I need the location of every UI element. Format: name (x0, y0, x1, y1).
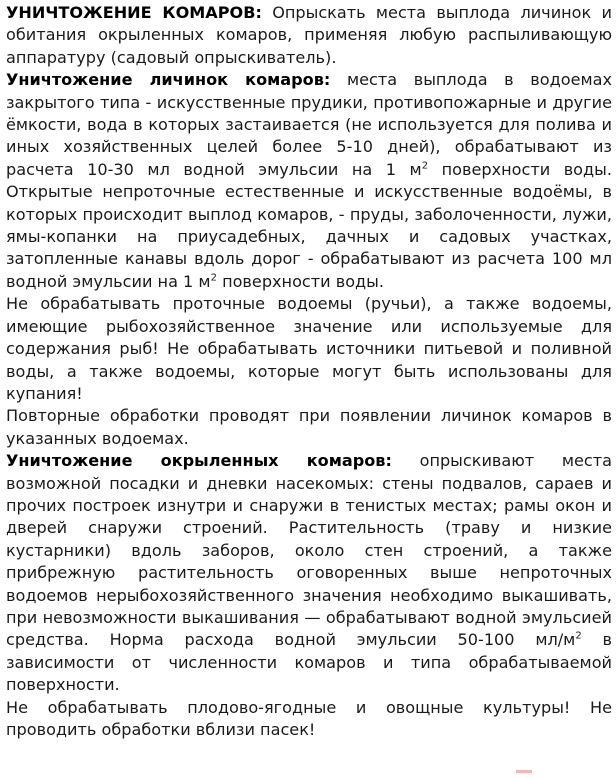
paragraph-text: Опрыскать места выплода личинок и обитания окрыленных комаров, применяя любую распыливающую аппаратуру (садовый опрыскиватель). (6, 3, 612, 67)
paragraph-text: в зависимости от численности комаров и типа обрабатываемой поверхности. (6, 630, 612, 695)
paragraph-text: места выплода в водоемах закрытого типа - искусственные прудики, противопожарные и другие ёмкости, вода в которых застаивается (не используется для полива и иных хозяйственных целей более 5-10 дней), обрабатывают из расчета 10-30 мл водной эмульсии на 1 м (6, 70, 612, 179)
page-corner-mark (516, 770, 532, 773)
paragraph-text: Повторные обработки проводят при появлении личинок комаров в указанных водоемах. (6, 406, 612, 448)
heading-larvae-control: Уничтожение личинок комаров: (6, 70, 331, 90)
paragraph-text: Не обрабатывать проточные водоемы (ручьи), а также водоемы, имеющие рыбохозяйственное значение или используемые для содержания рыб! Не обрабатывать источники питьевой и поливной воды, а также водоемы, которые могут быть использованы для купания! (6, 294, 612, 403)
paragraph-text: Не обрабатывать плодово-ягодные и овощные культуры! Не проводить обработки вблизи пасек! (6, 697, 612, 739)
heading-mosquito-control: УНИЧТОЖЕНИЕ КОМАРОВ: (6, 3, 262, 22)
paragraph-mosquito-control (6, 2, 612, 69)
superscript-square: 2 (210, 272, 217, 284)
paragraph-warning-crops (6, 697, 612, 742)
paragraph-warning-water-bodies (6, 293, 612, 405)
superscript-square: 2 (421, 160, 429, 172)
paragraph-text: опрыскивают места возможной посадки и дневки насекомых: стены подвалов, сараев и прочих построек изнутри и снаружи в тенистых местах; рамы окон и дверей снаружи строений. Растительность (траву и низкие кустарники) вдоль заборов, около стен строений, а также прибрежную растительность оговоренных выше непроточных водоемов нерыбохозяйственного значения необходимо выкашивать, при невозможности выкашивания — обрабатывают водной эмульсией средства. Норма расхода водной эмульсии 50-100 мл/м (6, 451, 612, 650)
heading-adult-mosquito-control: Уничтожение окрыленных комаров: (6, 451, 392, 471)
paragraph-text: поверхности воды. Открытые непроточные естественные и искусственные водоёмы, в которых происходит выплод комаров, - пруды, заболоченности, лужи, ямы-копанки на приусадебных, дачных и садовых участках, затопленные канавы вдоль дорог - обрабатывают из расчета 100 мл водной эмульсии на 1 м (6, 159, 612, 291)
paragraph-repeat-treatment (6, 405, 612, 450)
paragraph-text: поверхности воды. (222, 271, 385, 291)
superscript-square: 2 (575, 631, 582, 643)
paragraph-adult-mosquito-control (6, 450, 612, 696)
paragraph-larvae-control (6, 69, 612, 293)
